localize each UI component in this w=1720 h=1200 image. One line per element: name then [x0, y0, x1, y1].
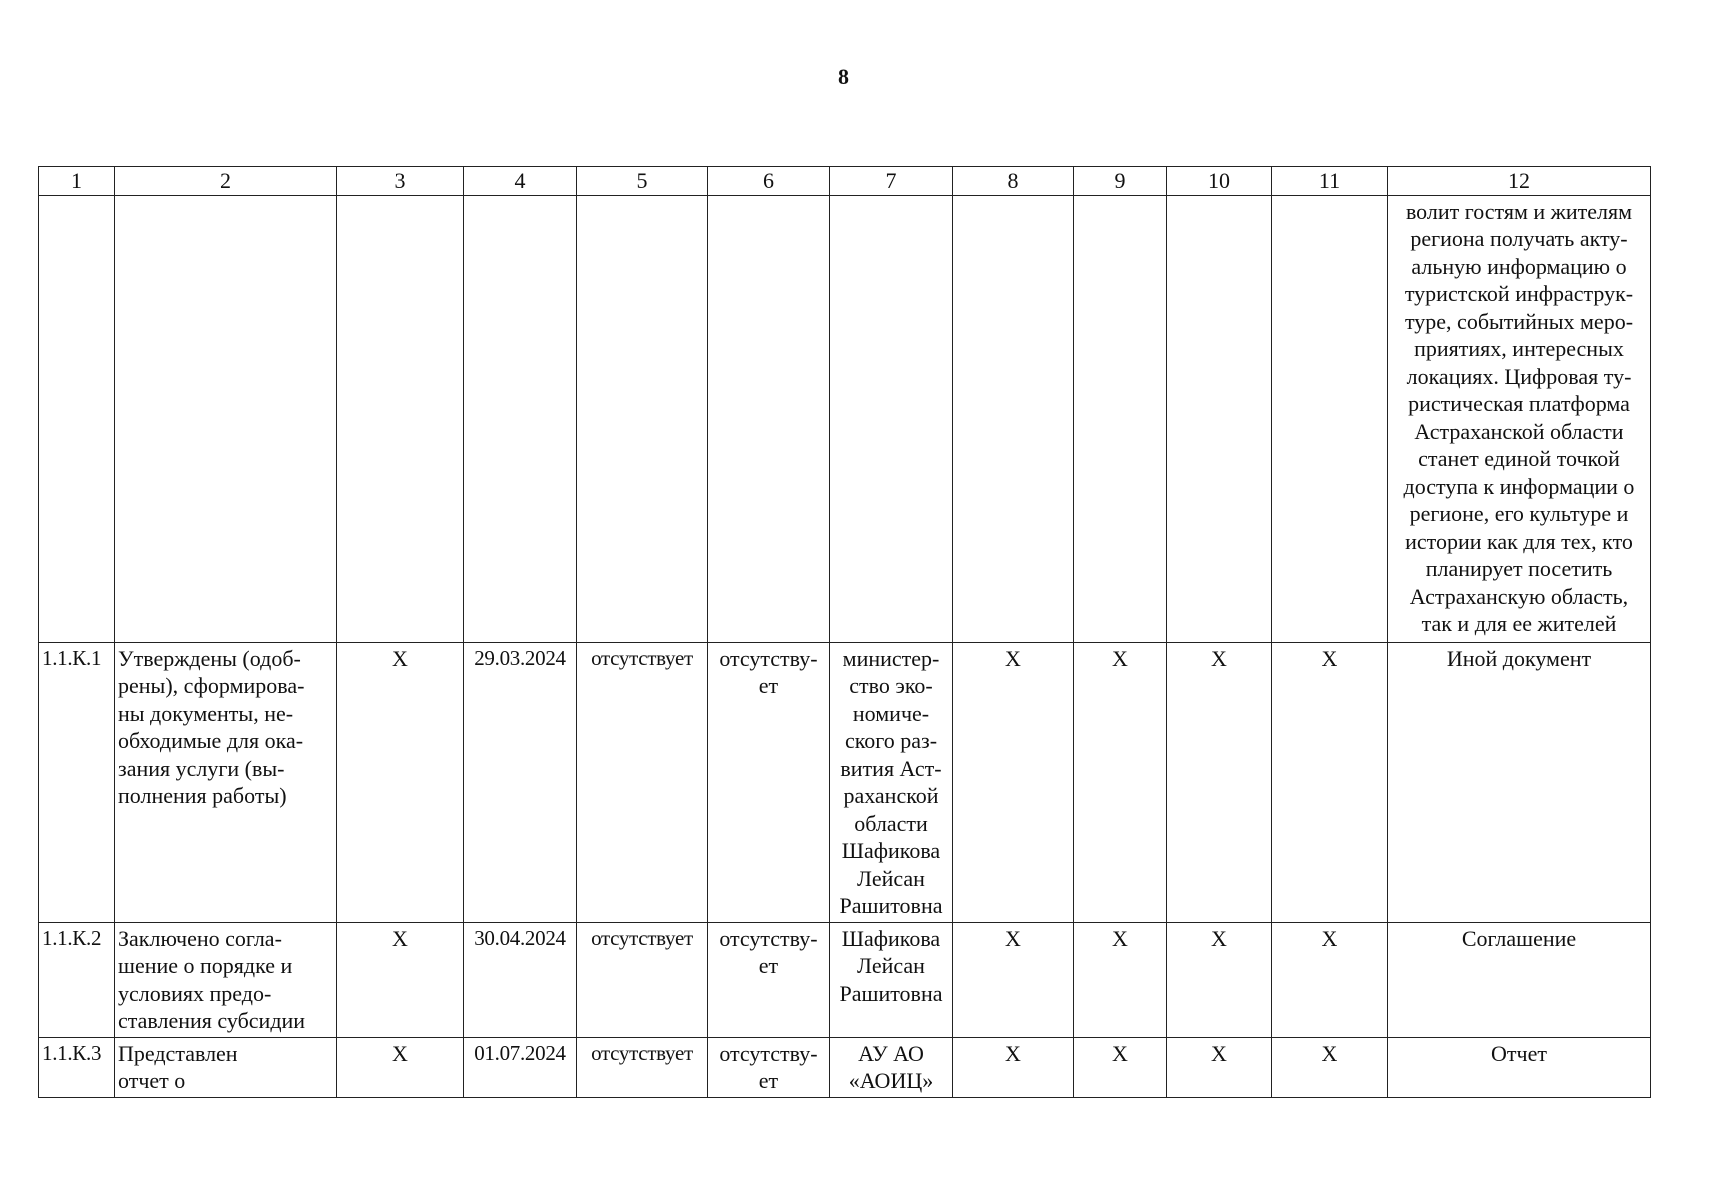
cell-x: Х: [1074, 1037, 1167, 1097]
document-type-cell: Иной документ: [1388, 642, 1651, 922]
plan-table: [38, 166, 1651, 1098]
cell-x: Х: [337, 642, 464, 922]
cell-x: Х: [1167, 1037, 1272, 1097]
document-type-cell: Соглашение: [1388, 922, 1651, 1037]
column-header: 1: [39, 167, 115, 196]
column-header: 4: [464, 167, 577, 196]
cell-x: Х: [1272, 1037, 1388, 1097]
empty-cell: [1074, 195, 1167, 642]
description-cell: волит гостям и жителям региона получать акту- альную информацию о туристской инфраструк- туре, событийных меро- приятиях, интересных локациях. Цифровая ту- ристическая платформа Астраханской области станет единой точкой доступа к информации о регионе, его культуре и истории как для тех, кто планирует посетить Астраханскую область, так и для ее жителей: [1388, 195, 1651, 642]
cell-x: Х: [1167, 922, 1272, 1037]
status-cell: отсутству- ет: [708, 922, 830, 1037]
column-header: 11: [1272, 167, 1388, 196]
column-header: 3: [337, 167, 464, 196]
empty-cell: [337, 195, 464, 642]
header-row: [39, 167, 1651, 196]
date-cell: 01.07.2024: [464, 1037, 577, 1097]
document-type-cell: Отчет: [1388, 1037, 1651, 1097]
cell-x: Х: [953, 1037, 1074, 1097]
cell-x: Х: [1074, 922, 1167, 1037]
column-header: 12: [1388, 167, 1651, 196]
status-cell: отсутству- ет: [708, 1037, 830, 1097]
empty-cell: [1167, 195, 1272, 642]
responsible-cell: министер- ство эко- номиче- ского раз- вития Аст- раханской области Шафикова Лейсан Рашитовна: [830, 642, 953, 922]
cell-x: Х: [1074, 642, 1167, 922]
control-point-name: Заключено согла- шение о порядке и условиях предо- ставления субсидии: [115, 922, 337, 1037]
column-header: 9: [1074, 167, 1167, 196]
column-header: 6: [708, 167, 830, 196]
status-cell: отсутствует: [577, 1037, 708, 1097]
column-header: 10: [1167, 167, 1272, 196]
table-row: [39, 922, 1651, 1037]
page-number: 8: [838, 64, 849, 89]
empty-cell: [115, 195, 337, 642]
row-number: 1.1.К.1: [39, 642, 115, 922]
cell-x: Х: [1167, 642, 1272, 922]
status-cell: отсутствует: [577, 642, 708, 922]
cell-x: Х: [953, 642, 1074, 922]
responsible-cell: АУ АО «АОИЦ»: [830, 1037, 953, 1097]
column-header: 8: [953, 167, 1074, 196]
status-cell: отсутствует: [577, 922, 708, 1037]
column-header: 2: [115, 167, 337, 196]
empty-cell: [1272, 195, 1388, 642]
responsible-cell: Шафикова Лейсан Рашитовна: [830, 922, 953, 1037]
row-number: 1.1.К.3: [39, 1037, 115, 1097]
date-cell: 30.04.2024: [464, 922, 577, 1037]
row-number: 1.1.К.2: [39, 922, 115, 1037]
date-cell: 29.03.2024: [464, 642, 577, 922]
empty-cell: [830, 195, 953, 642]
table-row: [39, 642, 1651, 922]
table-row: [39, 1037, 1651, 1097]
control-point-name: Представлен отчет о: [115, 1037, 337, 1097]
continuation-row: [39, 195, 1651, 642]
status-cell: отсутству- ет: [708, 642, 830, 922]
control-point-name: Утверждены (одоб- рены), сформирова- ны документы, не- обходимые для ока- зания услуги (вы- полнения работы): [115, 642, 337, 922]
cell-x: Х: [1272, 922, 1388, 1037]
column-header: 7: [830, 167, 953, 196]
empty-cell: [953, 195, 1074, 642]
empty-cell: [577, 195, 708, 642]
cell-x: Х: [337, 922, 464, 1037]
cell-x: Х: [953, 922, 1074, 1037]
column-header: 5: [577, 167, 708, 196]
cell-x: Х: [337, 1037, 464, 1097]
empty-cell: [464, 195, 577, 642]
empty-cell: [708, 195, 830, 642]
cell-x: Х: [1272, 642, 1388, 922]
empty-cell: [39, 195, 115, 642]
